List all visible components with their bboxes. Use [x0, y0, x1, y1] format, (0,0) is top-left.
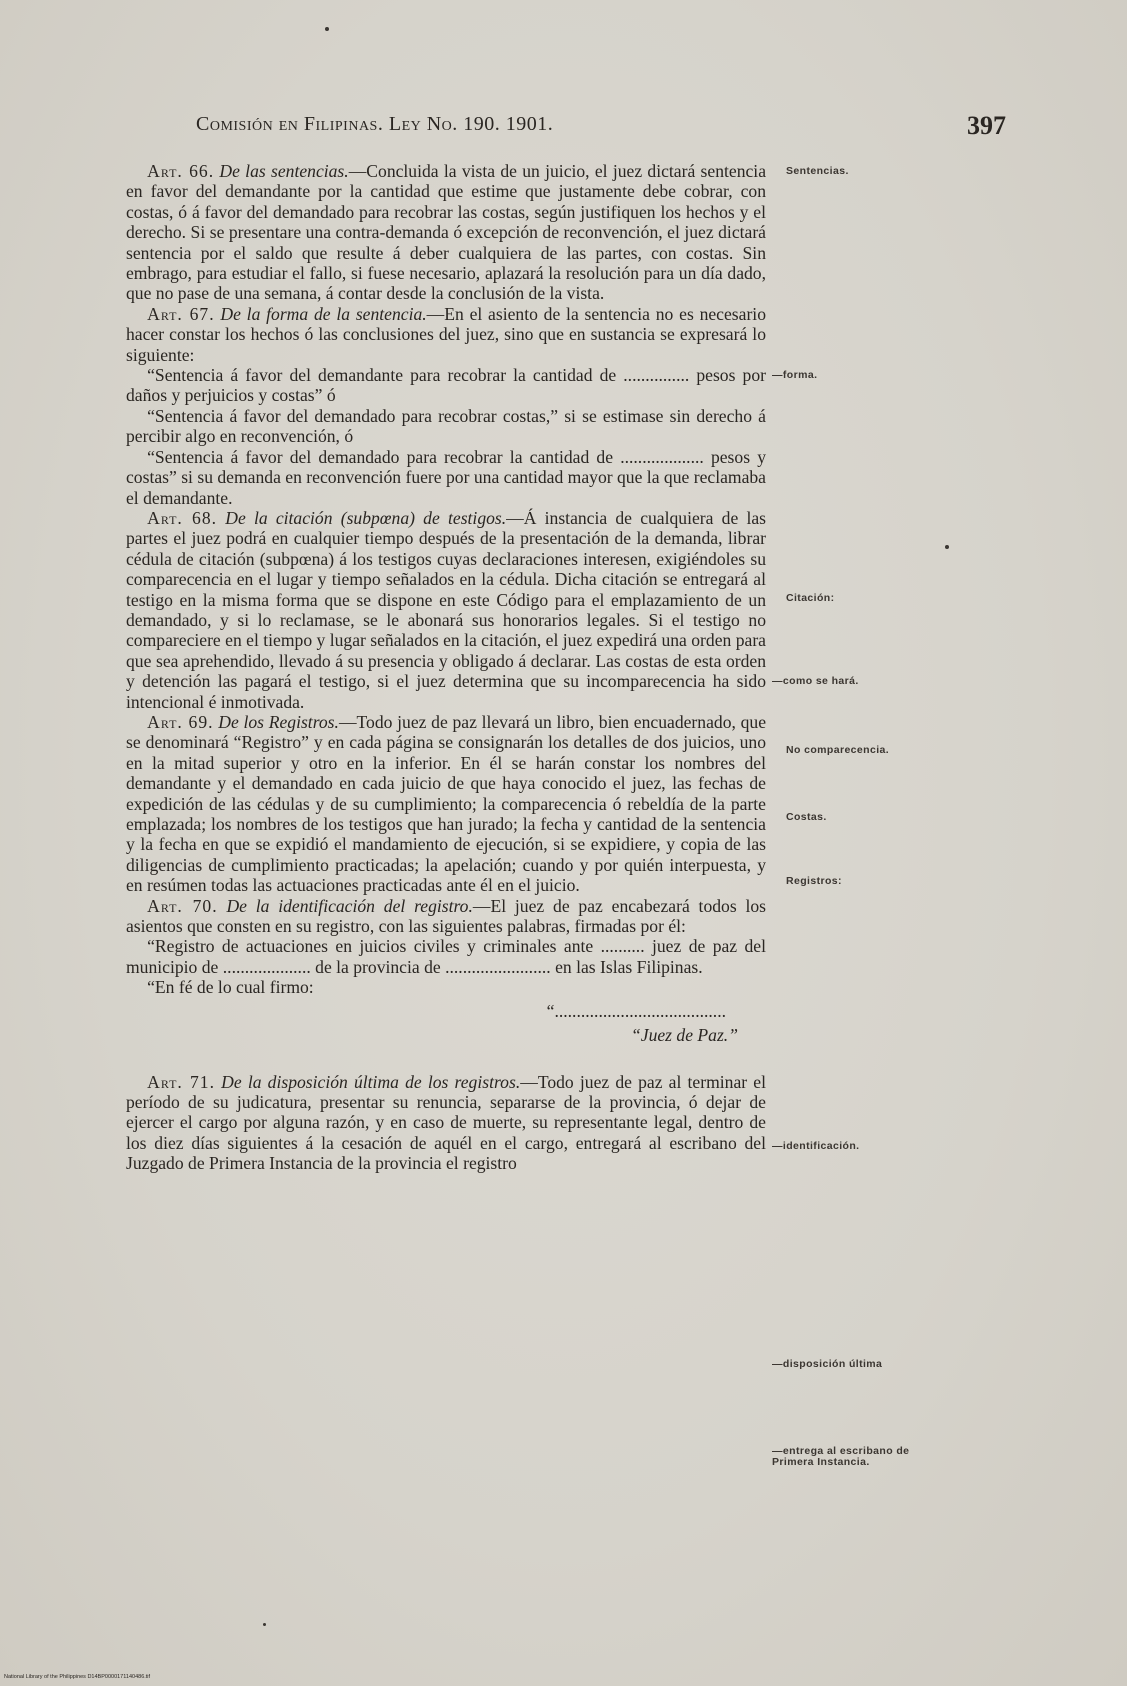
signature-open-quote: “: [546, 1000, 555, 1021]
article-68: [126, 508, 766, 712]
digitization-credit: National Library of the Philippines D14BP0000171140486.tif: [4, 1674, 151, 1680]
quote-text: “Sentencia á favor del demandante para recobrar la cantidad de: [147, 365, 617, 386]
article-number: Art. 69.: [147, 711, 214, 732]
article-text: —Á instancia de cualquiera de las partes el juez podrá en cualquier tiempo después de la presentación de la demanda, librar cédula de citación (subpœna) á los testigos cuyas declaraciones interesen, exigiéndoles su comparecencia en el lugar y tiempo señalados en la cédula. Dicha citación se entregará al testigo en la misma forma que se dispone en este Código para el emplazamiento de un demandado, y si lo reclamase, se le abonará sus honorarios legales. Si el testigo no compareciere en el tiempo y lugar señalados en la citación, el juez expedirá una orden para que sea aprehendido, llevado á su presencia y obligado á declarar. Las costas de esta orden y detención las pagará el testigo, si el juez determina que su incomparecencia ha sido intencional é inmotivada.: [126, 507, 767, 712]
margin-note-identificacion: —identificación.: [772, 1140, 860, 1152]
signature-role: “Juez de Paz.”: [630, 1024, 738, 1045]
article-66: [126, 161, 766, 304]
article-title: De las sentencias.: [219, 161, 349, 181]
article-text: —Concluida la vista de un juicio, el juez dictará sentencia en favor del demandante por la cantidad que estime que justamente debe cobrar, con costas, ó á favor del demandado para recobrar las costas, según justifiquen los hechos y el derecho. Si se presentare una contra-demanda ó excepción de reconvención, el juez dictará sentencia por el saldo que resulte á deber cualquiera de las partes, con costas. Sin embrago, para estudiar el fallo, si fuese necesario, aplazará la resolución para un día dado, que no pase de una semana, á contar desde la conclusión de la vista.: [126, 161, 767, 304]
article-title: De la disposición última de los registros.: [221, 1071, 521, 1092]
quote-formula-1: [126, 365, 766, 406]
article-text: —En el asiento de la sentencia no es necesario hacer constar los hechos ó las conclusiones del juez, sino que en sustancia se expresará lo siguiente:: [126, 303, 766, 365]
signature-blank: .......................................: [554, 1000, 726, 1021]
page-number: 397: [967, 111, 1006, 140]
quote-text: pesos por daños y perjuicios y costas” ó: [126, 365, 766, 406]
margin-note-como-se-hara: —como se hará.: [772, 675, 859, 687]
margin-note-costas: Costas.: [786, 811, 827, 823]
running-title: Comisión en Filipinas. Ley No. 190. 1901.: [196, 113, 554, 135]
article-text: —Todo juez de paz al terminar el período de su judicatura, presentar su renuncia, separarse de la provincia, ó dejar de ejercer el cargo por alguna razón, y en caso de muerte, su representante legal, dentro de los diez días siguientes á la cesación de aquél en el cargo, entregará al escribano del Juzgado de Primera Instancia de la provincia el registro: [126, 1071, 766, 1174]
blank-line: ........................: [445, 956, 551, 977]
quote-text: pesos y costas” si su demanda en reconvención fuere por una cantidad mayor que la que reclamaba el demandante.: [126, 446, 767, 508]
margin-note-forma: —forma.: [772, 369, 818, 381]
page-header: [196, 113, 1016, 147]
margin-note-registros: Registros:: [786, 875, 842, 887]
attestation-line: “En fé de lo cual firmo:: [147, 977, 314, 998]
article-71: [126, 1072, 766, 1174]
article-number: Art. 70.: [147, 895, 218, 916]
margin-note-citacion: Citación:: [786, 592, 835, 604]
article-title: De la citación (subpœna) de testigos.: [225, 507, 507, 528]
article-text: —El juez de paz encabezará todos los asientos que consten en su registro, con las siguientes palabras, firmadas por él:: [126, 895, 767, 937]
article-title: De la identificación del registro.: [226, 895, 473, 916]
quote-formula-2: “Sentencia á favor del demandado para recobrar costas,” si se estimase sin derecho á percibir algo en reconvención, ó: [126, 405, 766, 447]
quote-text: en las Islas Filipinas.: [555, 956, 703, 977]
article-67: [126, 304, 766, 365]
article-number: Art. 68.: [147, 507, 218, 528]
register-heading-formula: [126, 936, 766, 977]
blank-line: ...................: [620, 446, 704, 467]
article-69: [126, 712, 766, 896]
quote-text: “Sentencia á favor del demandado para recobrar la cantidad de: [147, 446, 614, 467]
signature-line: [126, 1000, 726, 1022]
body-text: [126, 161, 766, 1174]
margin-note-no-comparecencia: No comparecencia.: [786, 744, 890, 756]
scan-speck: [945, 545, 949, 549]
quote-formula-3: [126, 447, 766, 508]
margin-note-disposicion: —disposición última: [772, 1358, 883, 1370]
article-number: Art. 67.: [147, 303, 215, 324]
quote-text: de la provincia de: [315, 956, 441, 977]
article-number: Art. 66.: [147, 161, 215, 181]
blank-line: ..........: [600, 936, 645, 957]
blank-line: ...............: [623, 365, 690, 386]
scan-speck: [325, 27, 329, 31]
quote-text: “Registro de actuaciones en juicios civiles y criminales ante: [147, 936, 594, 957]
margin-note-entrega: —entrega al escribano de Primera Instancia.: [772, 1445, 910, 1468]
quote-text: juez de paz del municipio de: [126, 936, 767, 977]
article-number: Art. 71.: [147, 1071, 215, 1092]
article-70: [126, 896, 766, 937]
margin-note-sentencias: Sentencias.: [786, 165, 849, 177]
article-text: —Todo juez de paz llevará un libro, bien encuadernado, que se denominará “Registro” y en cada página se consignarán los detalles de dos juicios, uno en la mitad superior y otro en la inferior. En él se harán constar los nombres del demandante y el demandado en cada juicio de que haya conocido el juez, las fechas de expedición de las cédulas y de su cumplimiento; la comparecencia ó rebeldía de la parte emplazada; los nombres de los testigos que han jurado; la fecha y cantidad de la sentencia y la fecha en que se expidió el mandamiento de ejecución, si se expidiere, y copia de las diligencias de cumplimiento practicadas; la apelación; cuando y por quién interpuesta, y en resúmen todas las actuaciones practicadas ante él en el juicio.: [126, 711, 766, 896]
scan-speck: [263, 1623, 266, 1626]
article-title: De la forma de la sentencia.: [220, 303, 427, 324]
article-title: De los Registros.: [218, 711, 339, 732]
blank-line: ....................: [222, 956, 311, 977]
